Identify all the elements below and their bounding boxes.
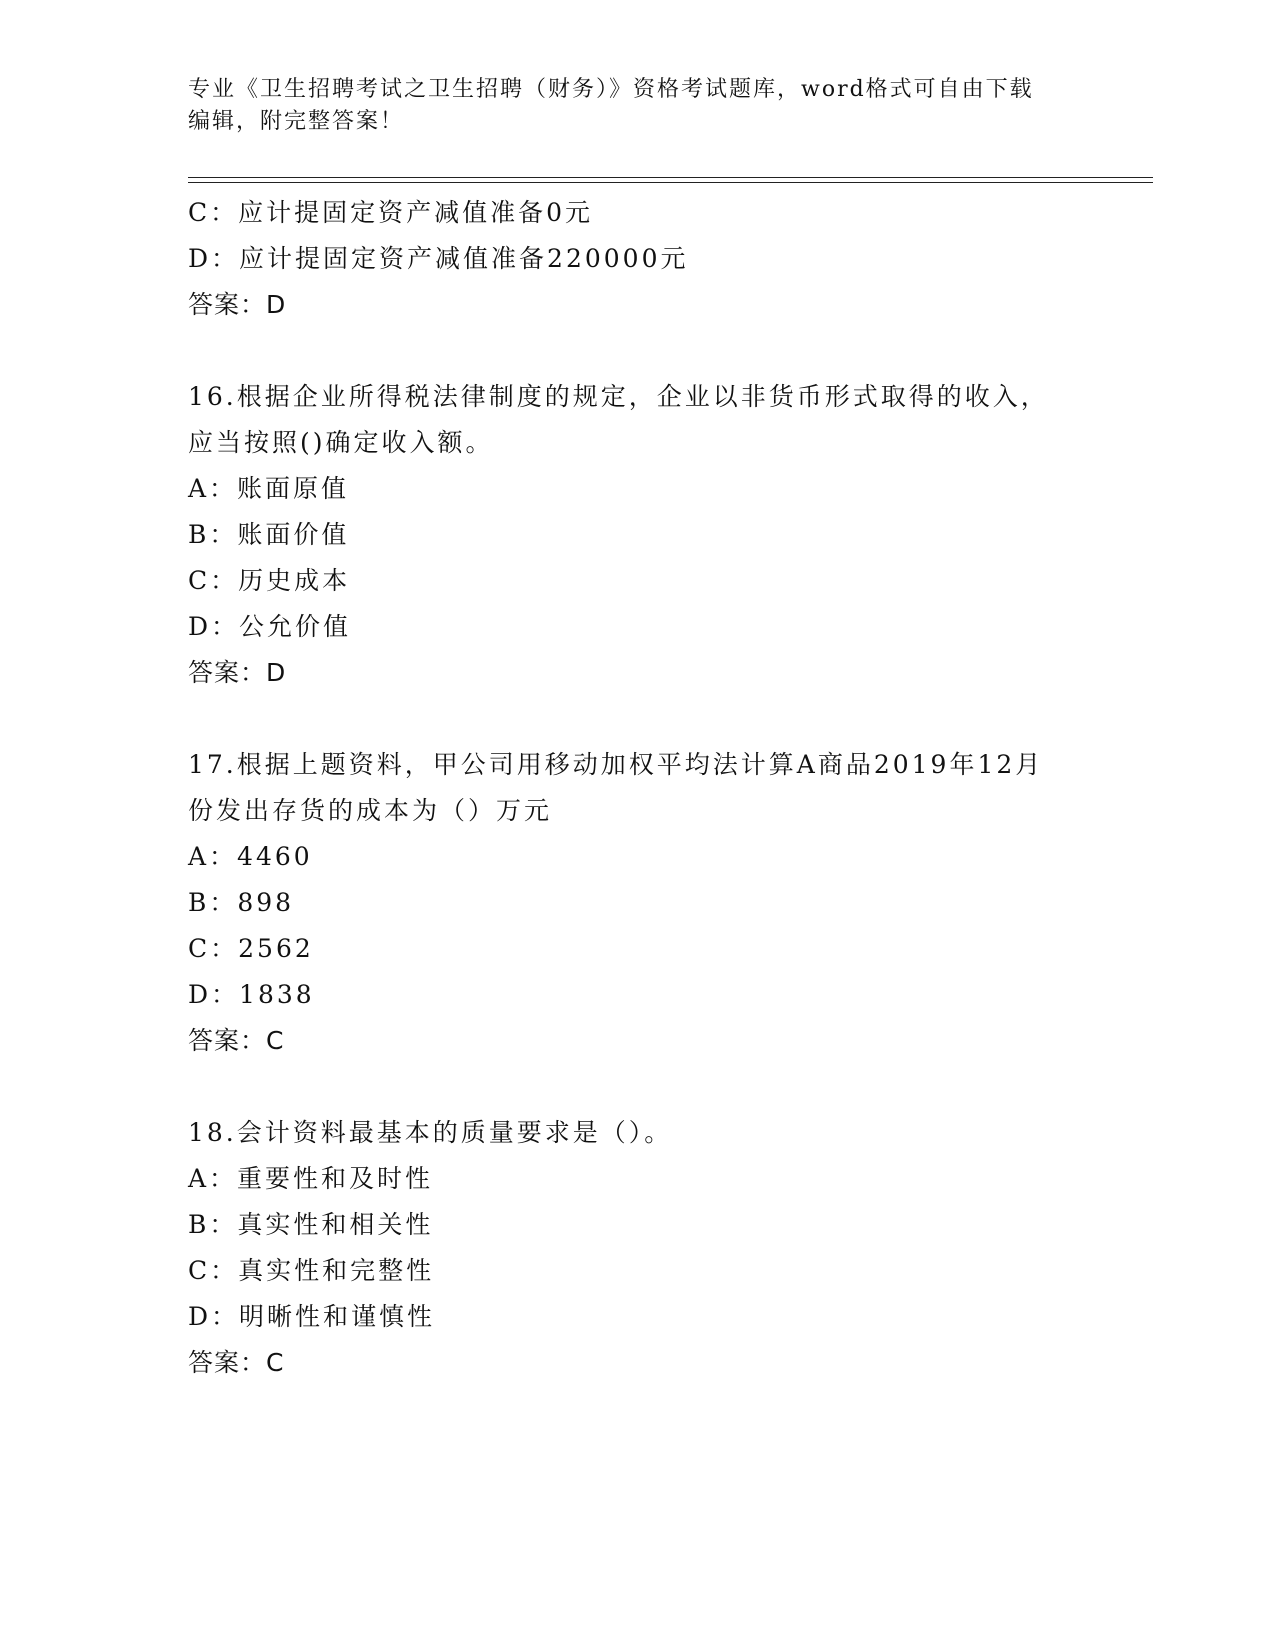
header-divider-bottom [188, 182, 1153, 183]
spacer [188, 1064, 1088, 1110]
header-line-1: 专业《卫生招聘考试之卫生招聘（财务）》资格考试题库，word格式可自由下载 [188, 77, 1034, 102]
question-18 [188, 1110, 1088, 1386]
option-d: D：应计提固定资产减值准备220000元 [188, 244, 689, 273]
answer-line: 答案：D [188, 658, 287, 687]
option-c: C：真实性和完整性 [188, 1256, 435, 1285]
spacer [188, 328, 1088, 374]
question-fragment [188, 190, 1088, 328]
question-stem-continued: 应当按照()确定收入额。 [188, 428, 494, 457]
question-stem-continued: 份发出存货的成本为（）万元 [188, 796, 553, 825]
spacer [188, 696, 1088, 742]
document-header [188, 74, 1088, 138]
option-d: D：1838 [188, 980, 315, 1009]
answer-line: 答案：C [188, 1348, 285, 1377]
question-17 [188, 742, 1088, 1064]
option-c: C：历史成本 [188, 566, 351, 595]
question-content [188, 190, 1088, 1386]
question-stem: 17.根据上题资料，甲公司用移动加权平均法计算A商品2019年12月 [188, 750, 1044, 779]
option-b: B：账面价值 [188, 520, 350, 549]
option-a: A：重要性和及时性 [188, 1164, 434, 1193]
answer-line: 答案：C [188, 1026, 285, 1055]
option-c: C：应计提固定资产减值准备0元 [188, 198, 594, 227]
option-d: D：明晰性和谨慎性 [188, 1302, 436, 1331]
question-stem: 18.会计资料最基本的质量要求是（）。 [188, 1118, 673, 1147]
header-line-2: 编辑，附完整答案！ [188, 109, 405, 134]
option-d: D：公允价值 [188, 612, 352, 641]
option-b: B：898 [188, 888, 295, 917]
option-a: A：账面原值 [188, 474, 350, 503]
option-c: C：2562 [188, 934, 314, 963]
question-16 [188, 374, 1088, 696]
answer-line: 答案：D [188, 290, 287, 319]
option-a: A：4460 [188, 842, 313, 871]
option-b: B：真实性和相关性 [188, 1210, 434, 1239]
question-stem: 16.根据企业所得税法律制度的规定，企业以非货币形式取得的收入， [188, 382, 1049, 411]
header-divider-top [188, 177, 1153, 178]
